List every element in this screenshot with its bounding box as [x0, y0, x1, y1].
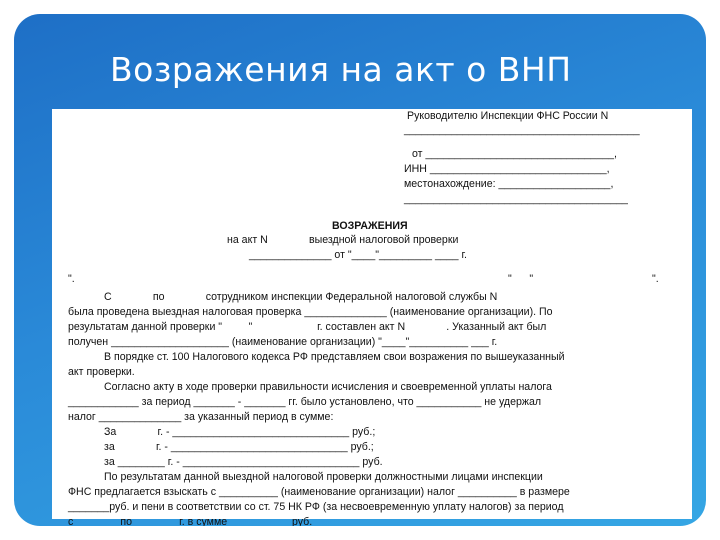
body-line: была проведена выездная налоговая проверка ______________ (наименование организации). По [68, 306, 553, 318]
quote-mid: " " [508, 273, 534, 285]
body-line: Согласно акту в ходе проверки правильности исчисления и своевременной уплаты налога [104, 381, 552, 393]
recipient-inn: ИНН ______________________________, [404, 163, 610, 175]
slide-title: Возражения на акт о ВНП [110, 50, 572, 89]
quote-right: ". [652, 273, 659, 285]
document-image [52, 109, 692, 526]
recipient-from: от ________________________________, [412, 148, 617, 160]
recipient-location-line: ______________________________________ [404, 193, 628, 205]
body-line: за ________ г. - ______________________________ руб. [104, 456, 383, 468]
body-line: результатам данной проверки " " г. составлен акт N . Указанный акт был [68, 321, 547, 333]
document-subheading: на акт N выездной налоговой проверки [227, 234, 459, 246]
body-line: налог ______________ за указанный период в сумме: [68, 411, 334, 423]
body-line: с _______ по _______ г. в сумме __________ руб. [68, 516, 313, 526]
slide-frame [14, 14, 706, 526]
body-line: С по сотрудником инспекции Федеральной налоговой службы N [104, 291, 498, 303]
document-heading: ВОЗРАЖЕНИЯ [332, 220, 408, 232]
body-line: _______руб. и пени в соответствии со ст. 75 НК РФ (за несвоевременную уплату налогов) за период [68, 501, 564, 513]
body-line: За г. - ______________________________ руб.; [104, 426, 376, 438]
body-line: ____________ за период _______ - _______ гг. было установлено, что ___________ не удержал [68, 396, 542, 408]
quote-left: ". [68, 273, 75, 285]
body-line: за г. - ______________________________ руб.; [104, 441, 374, 453]
recipient-location: местонахождение: ___________________, [404, 178, 614, 190]
body-line: В порядке ст. 100 Налогового кодекса РФ представляем свои возражения по вышеуказанный [104, 351, 565, 363]
body-line: ФНС предлагается взыскать с __________ (наименование организации) налог __________ в размере [68, 486, 570, 498]
document-subheading-date: ______________ от "____"_________ ____ г. [249, 249, 467, 261]
body-line: По результатам данной выездной налоговой проверки должностными лицами инспекции [104, 471, 543, 483]
recipient-line: ________________________________________ [404, 124, 640, 136]
recipient-to: Руководителю Инспекции ФНС России N [407, 110, 609, 122]
body-line: получен ____________________ (наименование организации) "____"__________ ___ г. [68, 336, 498, 348]
body-line: акт проверки. [68, 366, 135, 378]
